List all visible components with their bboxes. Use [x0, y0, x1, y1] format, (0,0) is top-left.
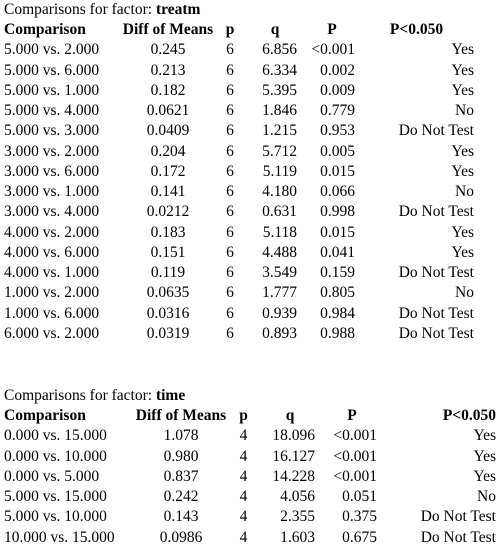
time-comparisons-section [4, 386, 496, 548]
table-row [4, 202, 474, 222]
cell-p-value: 0.998 [320, 203, 355, 221]
cell-q: 1.603 [280, 528, 315, 546]
cell-q: 0.631 [262, 203, 297, 221]
cell-p-count: 6 [226, 324, 234, 342]
header-p-count: p [225, 21, 235, 38]
cell-comparison: 10.000 vs. 15.000 [4, 528, 115, 546]
treatm-factor-name: treatm [155, 1, 201, 18]
cell-significance: No [455, 102, 474, 119]
treatm-caption-prefix: Comparisons for factor: [4, 1, 156, 18]
cell-comparison: 5.000 vs. 2.000 [4, 41, 100, 59]
cell-q: 4.056 [280, 488, 315, 505]
cell-comparison: 5.000 vs. 6.000 [4, 61, 100, 79]
time-header-row [4, 406, 496, 426]
cell-p-count: 6 [226, 81, 234, 99]
cell-significance: Yes [451, 81, 474, 99]
cell-p-count: 6 [226, 162, 234, 180]
cell-diff-of-means: 0.141 [150, 183, 186, 200]
treatm-table-body [4, 40, 474, 344]
cell-comparison: 0.000 vs. 5.000 [4, 467, 100, 485]
cell-significance: Yes [451, 243, 474, 261]
cell-p-value: 0.002 [320, 61, 355, 79]
cell-comparison: 1.000 vs. 6.000 [4, 304, 100, 322]
table-row [4, 101, 474, 121]
cell-comparison: 3.000 vs. 1.000 [4, 183, 100, 200]
cell-diff-of-means: 0.0409 [146, 122, 190, 140]
cell-significance: Yes [473, 467, 496, 485]
cell-p-value: 0.805 [320, 284, 355, 302]
cell-q: 0.893 [262, 324, 297, 342]
cell-diff-of-means: 1.078 [163, 427, 199, 445]
cell-diff-of-means: 0.0621 [146, 102, 190, 119]
cell-diff-of-means: 0.245 [150, 41, 186, 59]
cell-diff-of-means: 0.837 [163, 467, 199, 485]
cell-q: 2.355 [280, 508, 315, 526]
header-q: q [285, 407, 295, 424]
treatm-section-heading [4, 0, 474, 20]
treatm-comparisons-table [4, 20, 474, 344]
table-row [4, 142, 474, 162]
cell-p-count: 4 [239, 508, 248, 526]
cell-significance: Yes [451, 41, 474, 59]
cell-comparison: 4.000 vs. 6.000 [4, 243, 100, 261]
table-row [4, 182, 474, 202]
cell-comparison: 5.000 vs. 1.000 [4, 81, 100, 99]
cell-q: 5.118 [262, 223, 297, 241]
table-row [4, 426, 496, 446]
table-row [4, 283, 474, 303]
cell-p-count: 6 [226, 284, 234, 302]
table-row [4, 304, 474, 324]
cell-q: 14.228 [272, 467, 315, 485]
cell-diff-of-means: 0.213 [150, 61, 186, 79]
header-significance: P<0.050 [442, 407, 496, 424]
table-row [4, 487, 496, 507]
cell-p-count: 6 [226, 304, 234, 322]
cell-significance: Do Not Test [398, 324, 474, 342]
cell-q: 5.712 [262, 142, 297, 160]
cell-p-value: 0.159 [320, 264, 355, 281]
cell-diff-of-means: 0.0316 [146, 304, 190, 322]
cell-significance: Do Not Test [398, 203, 474, 221]
cell-p-count: 4 [239, 488, 248, 505]
cell-p-value: 0.953 [320, 122, 355, 140]
cell-comparison: 4.000 vs. 1.000 [4, 264, 100, 281]
cell-p-value: <0.001 [333, 447, 377, 465]
cell-p-count: 4 [239, 528, 248, 546]
cell-significance: No [455, 284, 474, 302]
cell-significance: Do Not Test [420, 528, 496, 546]
cell-q: 1.846 [262, 102, 297, 119]
time-section-heading [4, 386, 496, 406]
header-p-value: P [327, 21, 337, 38]
table-row [4, 528, 496, 548]
cell-significance: Yes [451, 61, 474, 79]
table-row [4, 61, 474, 81]
cell-diff-of-means: 0.0212 [146, 203, 190, 221]
cell-p-count: 6 [226, 243, 234, 261]
cell-comparison: 6.000 vs. 2.000 [4, 324, 100, 342]
cell-significance: Yes [451, 162, 474, 180]
cell-diff-of-means: 0.119 [150, 264, 186, 281]
table-row [4, 121, 474, 141]
cell-p-count: 4 [239, 447, 248, 465]
cell-p-count: 4 [239, 427, 248, 445]
cell-p-value: <0.001 [333, 467, 377, 485]
header-comparison: Comparison [4, 407, 86, 424]
cell-q: 16.127 [272, 447, 315, 465]
table-row [4, 467, 496, 487]
table-row [4, 162, 474, 182]
header-comparison: Comparison [4, 21, 86, 38]
table-row [4, 447, 496, 467]
header-diff-of-means: Diff of Means [122, 21, 214, 38]
cell-q: 1.777 [262, 284, 297, 302]
cell-diff-of-means: 0.0319 [146, 324, 190, 342]
cell-diff-of-means: 0.204 [150, 142, 186, 160]
cell-comparison: 5.000 vs. 3.000 [4, 122, 100, 140]
table-row [4, 263, 474, 283]
cell-diff-of-means: 0.143 [163, 508, 199, 526]
cell-p-value: 0.984 [320, 304, 355, 322]
header-significance: P<0.050 [389, 21, 444, 38]
cell-comparison: 4.000 vs. 2.000 [4, 223, 100, 241]
time-factor-name: time [155, 387, 186, 404]
cell-p-value: 0.041 [320, 243, 355, 261]
cell-diff-of-means: 0.0635 [146, 284, 190, 302]
table-row [4, 223, 474, 243]
cell-diff-of-means: 0.980 [163, 447, 199, 465]
cell-significance: Do Not Test [398, 264, 474, 281]
cell-p-value: <0.001 [333, 427, 377, 445]
cell-comparison: 3.000 vs. 4.000 [4, 203, 100, 221]
cell-significance: Do Not Test [420, 508, 496, 526]
treatm-comparisons-section [4, 0, 474, 344]
cell-comparison: 5.000 vs. 15.000 [4, 488, 107, 505]
cell-p-count: 6 [226, 203, 234, 221]
cell-comparison: 3.000 vs. 2.000 [4, 142, 100, 160]
cell-q: 4.180 [262, 183, 297, 200]
cell-p-value: 0.015 [320, 162, 355, 180]
cell-comparison: 3.000 vs. 6.000 [4, 162, 100, 180]
time-table-body [4, 426, 496, 548]
cell-significance: Yes [451, 223, 474, 241]
cell-p-count: 6 [226, 142, 234, 160]
cell-p-value: 0.675 [342, 528, 377, 546]
cell-p-count: 6 [226, 41, 234, 59]
cell-comparison: 0.000 vs. 10.000 [4, 447, 107, 465]
cell-comparison: 5.000 vs. 10.000 [4, 508, 107, 526]
cell-p-count: 6 [226, 61, 234, 79]
cell-q: 1.215 [262, 122, 297, 140]
cell-diff-of-means: 0.183 [150, 223, 186, 241]
cell-comparison: 0.000 vs. 15.000 [4, 427, 107, 445]
cell-p-value: 0.066 [320, 183, 355, 200]
cell-diff-of-means: 0.0986 [159, 528, 203, 546]
table-row [4, 324, 474, 344]
cell-q: 18.096 [272, 427, 315, 445]
cell-significance: No [477, 488, 496, 505]
cell-q: 4.488 [262, 243, 297, 261]
cell-diff-of-means: 0.242 [163, 488, 199, 505]
cell-diff-of-means: 0.182 [150, 81, 186, 99]
table-row [4, 243, 474, 263]
cell-significance: Do Not Test [398, 304, 474, 322]
cell-significance: Do Not Test [398, 122, 474, 140]
cell-p-value: 0.375 [342, 508, 377, 526]
cell-p-value: 0.779 [320, 102, 355, 119]
cell-p-value: 0.015 [320, 223, 355, 241]
cell-p-value: <0.001 [311, 41, 355, 59]
time-comparisons-table [4, 406, 496, 548]
cell-q: 5.119 [262, 162, 297, 180]
treatm-header-row [4, 20, 474, 40]
cell-q: 6.856 [262, 41, 297, 59]
cell-p-count: 6 [226, 183, 234, 200]
cell-diff-of-means: 0.172 [150, 162, 186, 180]
table-row [4, 507, 496, 527]
cell-q: 0.939 [262, 304, 297, 322]
cell-significance: Yes [473, 427, 496, 445]
cell-significance: No [455, 183, 474, 200]
cell-p-count: 6 [226, 102, 234, 119]
cell-p-count: 6 [226, 122, 234, 140]
cell-q: 3.549 [262, 264, 297, 281]
cell-q: 6.334 [262, 61, 297, 79]
cell-p-count: 6 [226, 223, 234, 241]
cell-p-value: 0.005 [320, 142, 355, 160]
cell-comparison: 5.000 vs. 4.000 [4, 102, 100, 119]
cell-p-value: 0.051 [342, 488, 377, 505]
header-p-value: P [347, 407, 357, 424]
time-caption-prefix: Comparisons for factor: [4, 387, 156, 404]
cell-comparison: 1.000 vs. 2.000 [4, 284, 100, 302]
header-p-count: p [239, 407, 248, 424]
cell-p-count: 4 [239, 467, 248, 485]
cell-diff-of-means: 0.151 [150, 243, 186, 261]
cell-p-count: 6 [226, 264, 234, 281]
table-row [4, 40, 474, 60]
cell-significance: Yes [451, 142, 474, 160]
cell-significance: Yes [473, 447, 496, 465]
cell-q: 5.395 [262, 81, 297, 99]
header-q: q [270, 21, 280, 38]
cell-p-value: 0.009 [320, 81, 355, 99]
header-diff-of-means: Diff of Means [135, 407, 227, 424]
table-row [4, 81, 474, 101]
cell-p-value: 0.988 [320, 324, 355, 342]
